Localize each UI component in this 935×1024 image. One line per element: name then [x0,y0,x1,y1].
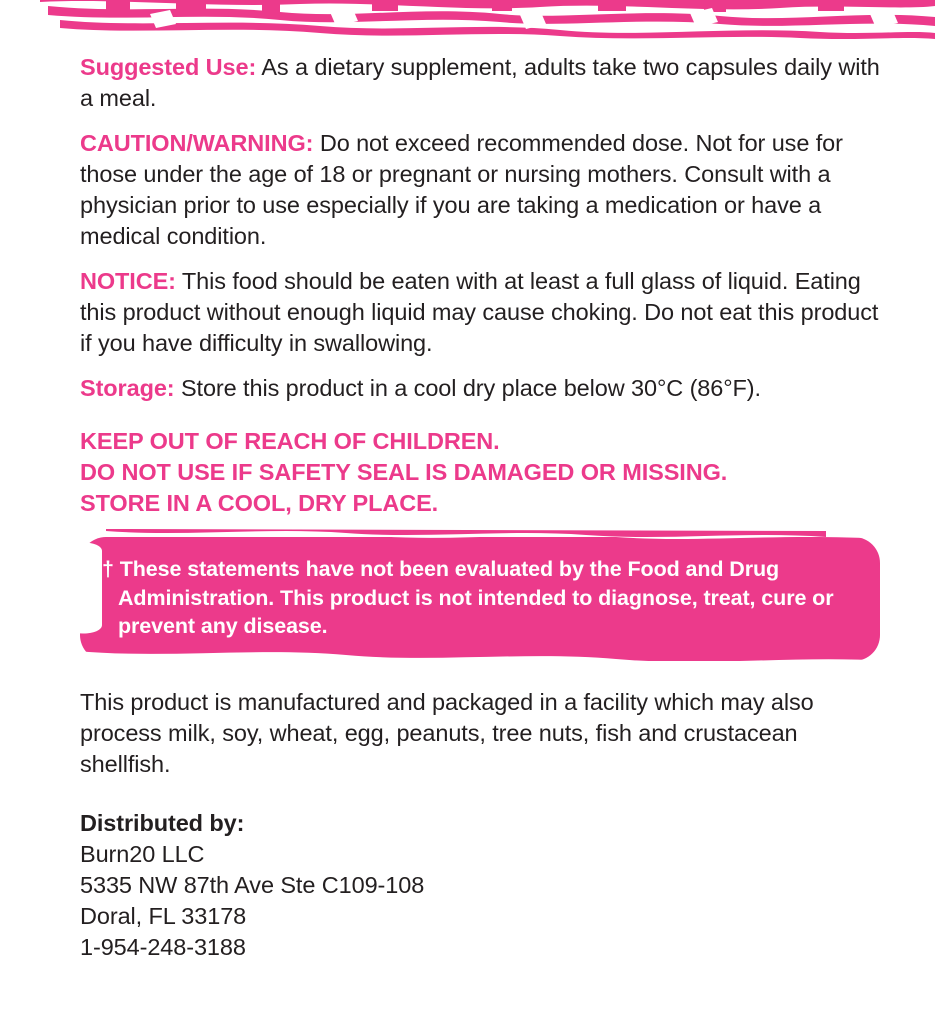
fda-disclaimer-text: † These statements have not been evaluated by the Food and Drug Administration. This product is not intended to diagnose, treat, cure or prevent any disease. [102,557,834,638]
distributor-address-line2: Doral, FL 33178 [80,902,247,929]
distributor-block [80,808,886,963]
distributor-title: Distributed by: [80,809,245,836]
warning-store-cool-dry: STORE IN A COOL, DRY PLACE. [80,490,439,516]
warning-keep-out-of-reach: KEEP OUT OF REACH OF CHILDREN. [80,428,500,454]
caution-warning-section [80,128,886,252]
distributor-address-line1: 5335 NW 87th Ave Ste C109-108 [80,871,425,898]
storage-label: Storage: [80,375,175,401]
suggested-use-body: As a dietary supplement, adults take two capsules daily with a meal. [80,54,880,111]
fda-disclaimer-box [80,537,880,661]
notice-section [80,266,886,359]
suggested-use-section [80,52,886,114]
notice-label: NOTICE: [80,268,176,294]
caution-warning-label: CAUTION/WARNING: [80,130,314,156]
storage-section [80,373,886,404]
warning-safety-seal: DO NOT USE IF SAFETY SEAL IS DAMAGED OR MISSING. [80,459,728,485]
distributor-company: Burn20 LLC [80,840,205,867]
label-content [80,52,886,963]
facility-allergen-statement: This product is manufactured and packaged in a facility which may also process milk, soy, wheat, egg, peanuts, tree nuts, fish and crustacean shellfish. [80,688,814,777]
notice-body: This food should be eaten with at least a full glass of liquid. Eating this product without enough liquid may cause choking. Do not eat this product if you have difficulty in swallowing. [80,268,879,356]
suggested-use-label: Suggested Use: [80,54,257,80]
storage-body: Store this product in a cool dry place below 30°C (86°F). [174,375,761,401]
distributor-phone: 1-954-248-3188 [80,933,246,960]
caution-warning-body: Do not exceed recommended dose. Not for use for those under the age of 18 or pregnant or nursing mothers. Consult with a physician prior to use especially if you are taking a medication or have a medical condition. [80,130,843,249]
top-brush-decoration [0,0,935,42]
fda-disclaimer-banner [80,537,880,661]
safety-warnings [80,426,886,519]
